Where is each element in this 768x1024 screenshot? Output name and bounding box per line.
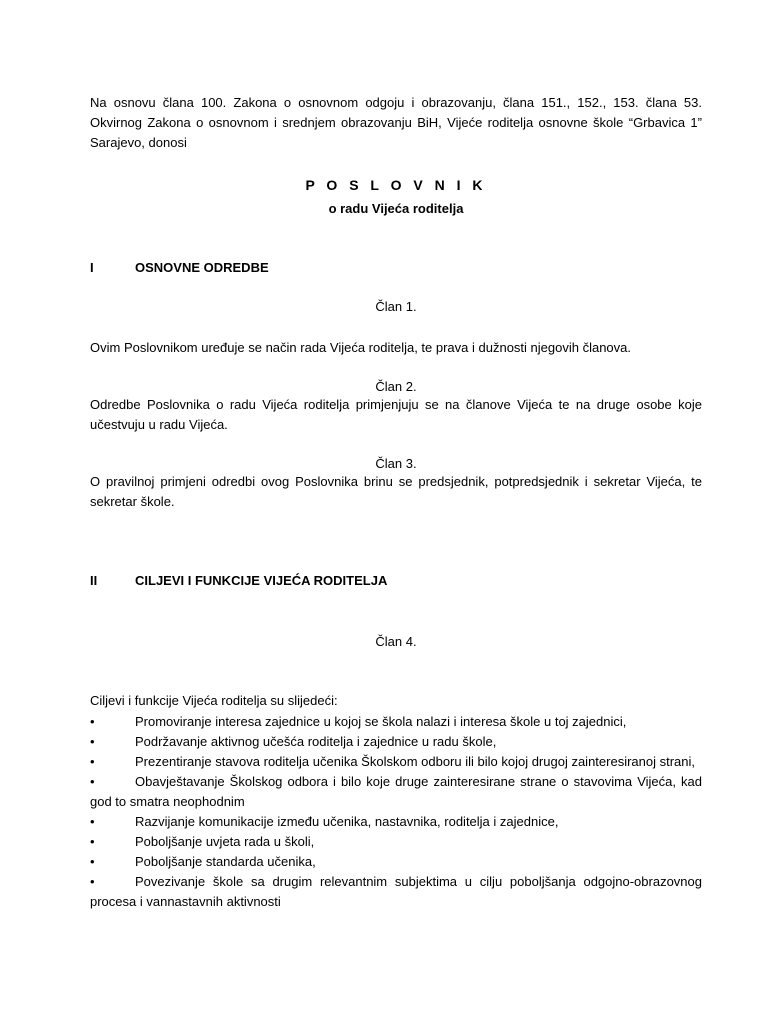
list-item bbox=[90, 712, 702, 732]
preamble-paragraph: Na osnovu člana 100. Zakona o osnovnom odgoju i obrazovanju, člana 151., 152., 153. člana 53. Okvirnog Zakona o osnovnom i srednjem obrazovanju BiH, Vijeće roditelja osnovne škole “Grbavica 1” Sarajevo, donosi bbox=[90, 95, 702, 150]
bullet-icon: • bbox=[90, 854, 95, 869]
article-heading-1: Član 1. bbox=[375, 299, 417, 314]
list-item bbox=[90, 772, 702, 812]
list-item bbox=[90, 812, 702, 832]
list-item-text: Prezentiranje stavova roditelja učenika Školskom odboru ili bilo kojoj drugoj zainteresiranoj strani, bbox=[135, 754, 696, 769]
goals-list bbox=[90, 712, 702, 912]
bullet-icon: • bbox=[90, 754, 95, 769]
bullet-icon: • bbox=[90, 834, 95, 849]
list-item-text: Poboljšanje uvjeta rada u školi, bbox=[135, 834, 315, 849]
bullet-icon: • bbox=[90, 814, 95, 829]
list-item-text: Razvijanje komunikacije između učenika, nastavnika, roditelja i zajednice, bbox=[135, 814, 559, 829]
list-item-text: Podržavanje aktivnog učešća roditelja i zajednice u radu škole, bbox=[135, 734, 497, 749]
bullet-icon: • bbox=[90, 774, 95, 789]
list-item bbox=[90, 732, 702, 752]
article-text-4: Ciljevi i funkcije Vijeća roditelja su slijedeći: bbox=[90, 693, 338, 708]
list-item bbox=[90, 872, 702, 912]
article-heading-2: Član 2. bbox=[375, 379, 417, 394]
list-item bbox=[90, 852, 702, 872]
list-item-text: Povezivanje škole sa drugim relevantnim subjektima u cilju poboljšanja odgojno-obrazovnog procesa i vannastavnih aktivnosti bbox=[90, 874, 702, 909]
article-text-3: O pravilnoj primjeni odredbi ovog Poslovnika brinu se predsjednik, potpredsjednik i sekretar Vijeća, te sekretar škole. bbox=[90, 474, 702, 509]
section-number: II bbox=[90, 573, 98, 588]
bullet-icon: • bbox=[90, 714, 95, 729]
bullet-icon: • bbox=[90, 734, 95, 749]
section-name: OSNOVNE ODREDBE bbox=[135, 260, 269, 275]
document-subtitle: o radu Vijeća roditelja bbox=[328, 201, 464, 216]
list-item-text: Obavještavanje Školskog odbora i bilo koje druge zainteresirane strane o stavovima Vijeća, kad god to smatra neophodnim bbox=[90, 774, 702, 809]
list-item-text: Promoviranje interesa zajednice u kojoj se škola nalazi i interesa škole u toj zajednici, bbox=[135, 714, 627, 729]
article-text-2: Odredbe Poslovnika o radu Vijeća roditelja primjenjuju se na članove Vijeća te na druge osobe koje učestvuju u radu Vijeća. bbox=[90, 397, 702, 432]
list-item bbox=[90, 752, 702, 772]
section-name: CILJEVI I FUNKCIJE VIJEĆA RODITELJA bbox=[135, 573, 388, 588]
article-heading-3: Član 3. bbox=[375, 456, 417, 471]
list-item bbox=[90, 832, 702, 852]
article-heading-4: Član 4. bbox=[375, 634, 417, 649]
article-text-1: Ovim Poslovnikom uređuje se način rada Vijeća roditelja, te prava i dužnosti njegovih članova. bbox=[90, 340, 631, 355]
bullet-icon: • bbox=[90, 874, 95, 889]
document-title: P O S L O V N I K bbox=[305, 177, 487, 193]
list-item-text: Poboljšanje standarda učenika, bbox=[135, 854, 316, 869]
section-number: I bbox=[90, 260, 94, 275]
